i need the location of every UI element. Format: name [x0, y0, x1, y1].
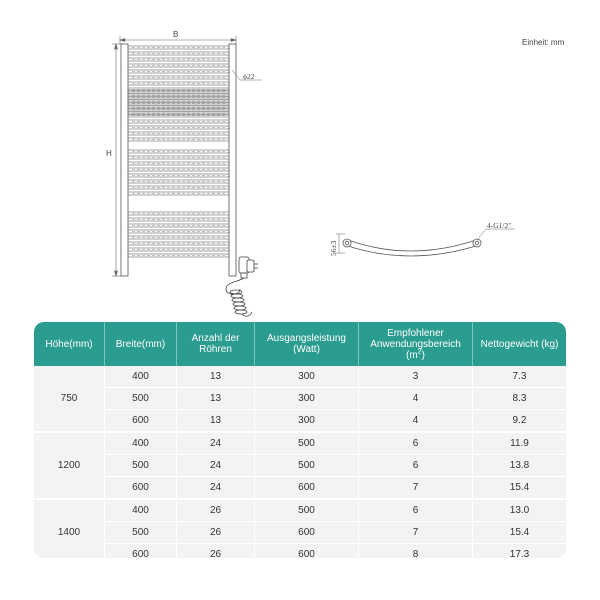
- cell-watt: 600: [254, 543, 358, 558]
- header-bereich-suffix: ): [421, 349, 425, 361]
- cell-hoehe: 1200: [34, 431, 104, 498]
- cell-roehren: 13: [176, 387, 254, 409]
- specification-table-container: [34, 322, 566, 558]
- cell-bereich: 4: [358, 409, 472, 431]
- cell-hoehe: 750: [34, 366, 104, 431]
- table-row: [34, 476, 566, 498]
- cell-breite: 500: [104, 521, 176, 543]
- cell-breite: 600: [104, 409, 176, 431]
- side-height-label: 56±3: [329, 240, 338, 256]
- cell-bereich: 3: [358, 366, 472, 387]
- cell-gewicht: 8.3: [472, 387, 566, 409]
- cell-breite: 400: [104, 498, 176, 521]
- cell-roehren: 13: [176, 409, 254, 431]
- cell-gewicht: 13.8: [472, 454, 566, 476]
- cell-roehren: 26: [176, 498, 254, 521]
- cell-bereich: 6: [358, 498, 472, 521]
- cell-bereich: 7: [358, 476, 472, 498]
- cell-bereich: 4: [358, 387, 472, 409]
- unit-note: Einheit: mm: [522, 38, 565, 47]
- table-row: [34, 454, 566, 476]
- cell-watt: 600: [254, 476, 358, 498]
- table-row: [34, 498, 566, 521]
- cell-watt: 500: [254, 454, 358, 476]
- table-row: [34, 366, 566, 387]
- diameter-label: ϕ22: [243, 72, 255, 81]
- cell-watt: 500: [254, 498, 358, 521]
- header-bereich: [358, 322, 472, 366]
- table-row: [34, 409, 566, 431]
- cell-breite: 500: [104, 454, 176, 476]
- width-label: B: [173, 30, 179, 39]
- height-dimension: [112, 44, 122, 276]
- cell-breite: 400: [104, 431, 176, 454]
- cell-roehren: 24: [176, 476, 254, 498]
- cell-gewicht: 13.0: [472, 498, 566, 521]
- cell-roehren: 26: [176, 521, 254, 543]
- cell-bereich: 6: [358, 454, 472, 476]
- table-row: [34, 387, 566, 409]
- cell-roehren: 24: [176, 454, 254, 476]
- table-body: [34, 366, 566, 558]
- cell-watt: 300: [254, 409, 358, 431]
- table-row: [34, 521, 566, 543]
- height-label: H: [106, 149, 112, 158]
- table-header-row: [34, 322, 566, 366]
- cell-bereich: 6: [358, 431, 472, 454]
- radiator-rungs: [128, 46, 229, 257]
- cell-breite: 600: [104, 543, 176, 558]
- cell-watt: 500: [254, 431, 358, 454]
- header-bereich-text: Empfohlener Anwendungsbereich (m: [370, 327, 461, 361]
- cell-watt: 600: [254, 521, 358, 543]
- header-gewicht: Nettogewicht (kg): [472, 322, 566, 366]
- cell-gewicht: 17.3: [472, 543, 566, 558]
- cell-breite: 600: [104, 476, 176, 498]
- header-breite: Breite(mm): [104, 322, 176, 366]
- cell-hoehe: 1400: [34, 498, 104, 558]
- cell-roehren: 26: [176, 543, 254, 558]
- thread-label: 4-G1/2": [487, 221, 512, 230]
- cell-breite: 400: [104, 366, 176, 387]
- cell-watt: 300: [254, 387, 358, 409]
- cell-gewicht: 7.3: [472, 366, 566, 387]
- cell-bereich: 8: [358, 543, 472, 558]
- cell-gewicht: 15.4: [472, 476, 566, 498]
- cell-watt: 300: [254, 366, 358, 387]
- table-row: [34, 543, 566, 558]
- cell-gewicht: 15.4: [472, 521, 566, 543]
- cell-roehren: 13: [176, 366, 254, 387]
- cell-gewicht: 9.2: [472, 409, 566, 431]
- header-roehren: Anzahl der Röhren: [176, 322, 254, 366]
- plug-icon: [247, 260, 258, 272]
- specification-table: [34, 322, 566, 558]
- header-leistung: Ausgangsleistung (Watt): [254, 322, 358, 366]
- coiled-cable-icon: [230, 290, 252, 316]
- cell-bereich: 7: [358, 521, 472, 543]
- cell-gewicht: 11.9: [472, 431, 566, 454]
- cell-breite: 500: [104, 387, 176, 409]
- radiator-side-view: [343, 239, 481, 256]
- header-hoehe: Höhe(mm): [34, 322, 104, 366]
- header-bereich-sup: 2: [417, 348, 422, 356]
- thread-leader: [477, 229, 515, 240]
- table-row: [34, 431, 566, 454]
- cell-roehren: 24: [176, 431, 254, 454]
